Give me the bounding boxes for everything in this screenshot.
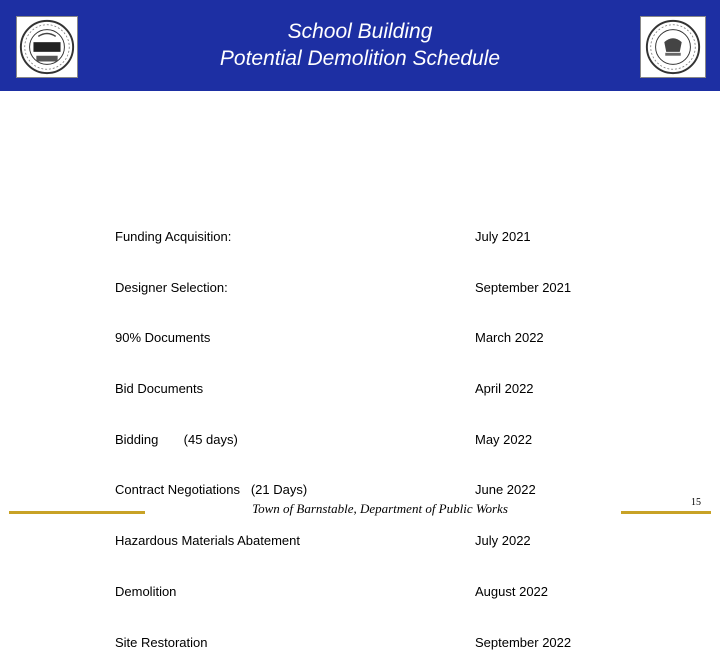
schedule-date: June 2022 xyxy=(475,482,536,498)
schedule-task: Bid Documents xyxy=(115,380,204,396)
town-seal-graphic xyxy=(641,17,705,77)
schedule-task: Funding Acquisition: xyxy=(115,228,232,244)
public-works-seal-graphic xyxy=(17,17,77,77)
schedule-date: April 2022 xyxy=(475,380,534,396)
schedule-task: 90% Documents xyxy=(115,330,211,346)
schedule-date-list xyxy=(475,195,571,668)
title-line-2: Potential Demolition Schedule xyxy=(219,47,501,70)
title-banner xyxy=(0,0,720,91)
schedule-task: Bidding (45 days) xyxy=(115,431,238,447)
schedule-date: August 2022 xyxy=(475,583,549,599)
schedule-date: July 2021 xyxy=(475,228,531,244)
schedule-task: Designer Selection: xyxy=(115,279,228,295)
schedule-date: May 2022 xyxy=(475,431,533,447)
schedule-date: July 2022 xyxy=(475,533,531,549)
title-line-1: School Building xyxy=(287,20,433,43)
schedule-task: Contract Negotiations (21 Days) xyxy=(115,482,308,498)
schedule-task: Site Restoration xyxy=(115,634,208,650)
footer-divider-left xyxy=(9,511,145,514)
page-title xyxy=(0,18,720,72)
town-seal-icon xyxy=(640,16,706,78)
schedule-task: Hazardous Materials Abatement xyxy=(115,533,300,549)
footer-divider-right xyxy=(621,511,711,514)
footer-text: Town of Barnstable, Department of Public Works xyxy=(252,501,508,516)
schedule-date: September 2022 xyxy=(475,634,572,650)
page-number: 15 xyxy=(691,497,701,508)
schedule-date: March 2022 xyxy=(475,330,544,346)
public-works-seal-icon xyxy=(16,16,78,78)
schedule-date: September 2021 xyxy=(475,279,572,295)
schedule-task: Demolition xyxy=(115,583,177,599)
schedule-task-list xyxy=(115,195,307,668)
